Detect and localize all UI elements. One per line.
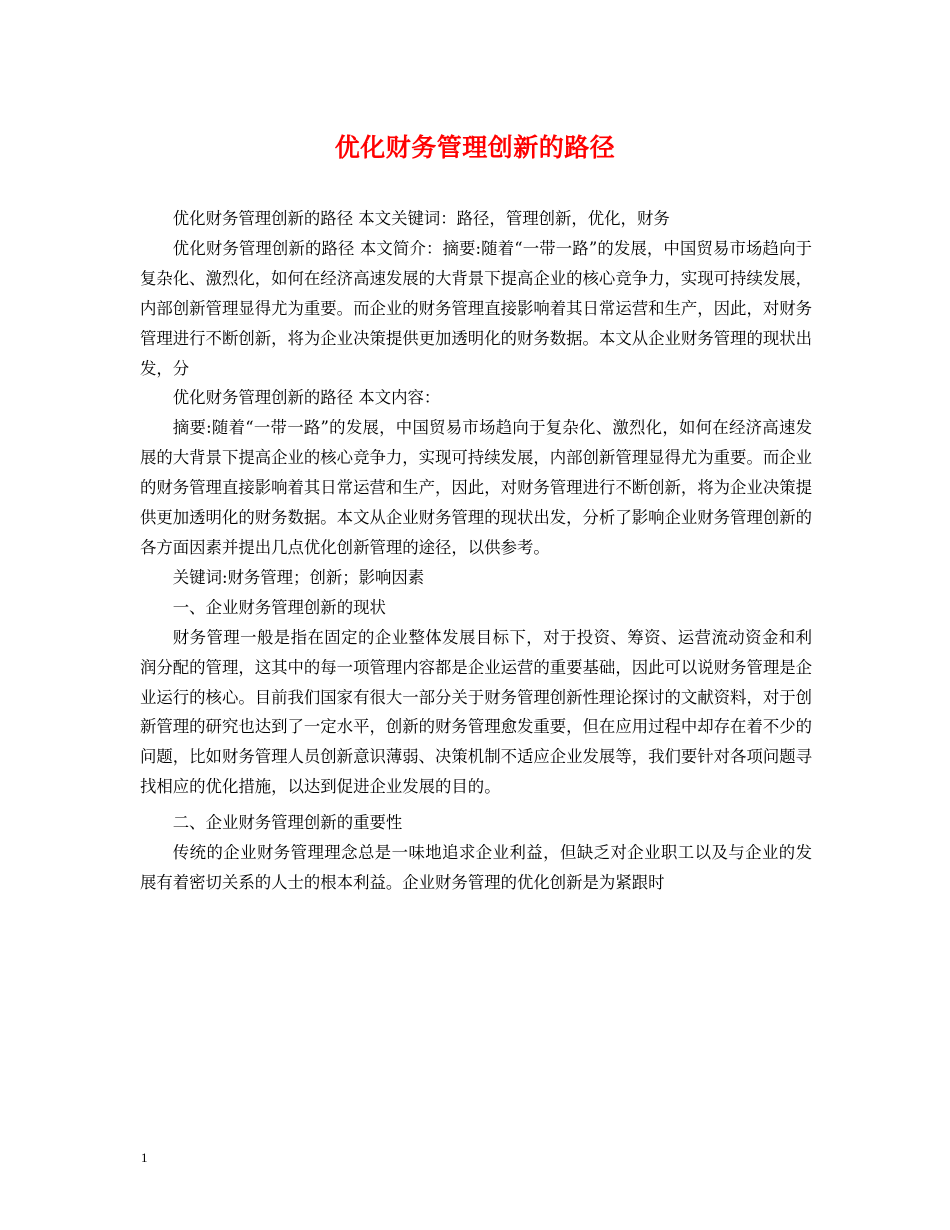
document-title: 优化财务管理创新的路径 xyxy=(334,133,616,162)
content-heading: 优化财务管理创新的路径 本文内容： xyxy=(172,388,441,408)
section-2-paragraph: 传统的企业财务管理理念总是一味地追求企业利益，但缺乏对企业职工以及与企业的发展有着密切关系的人士的根本利益。企业财务管理的优化创新是为紧跟时 xyxy=(140,843,812,892)
summary-paragraph: 优化财务管理创新的路径 本文简介：摘要:随着“一带一路”的发展，中国贸易市场趋向于复杂化、激烈化，如何在经济高速发展的大背景下提高企业的核心竞争力，实现可持续发展，内部创新管理显得尤为重要。而企业的财务管理直接影响着其日常运营和生产，因此，对财务管理进行不断创新，将为企业决策提供更加透明化的财务数据。本文从企业财务管理的现状出发，分 xyxy=(140,238,813,378)
section-heading-1: 一、企业财务管理创新的现状 xyxy=(172,597,386,617)
keywords-line: 优化财务管理创新的路径 本文关键词：路径，管理创新，优化，财务 xyxy=(172,209,670,228)
page-number: 1 xyxy=(141,1150,148,1165)
abstract-paragraph: 摘要:随着“一带一路”的发展，中国贸易市场趋向于复杂化、激烈化，如何在经济高速发展的大背景下提高企业的核心竞争力，实现可持续发展，内部创新管理显得尤为重要。而企业的财务管理直接影响着其日常运营和生产，因此，对财务管理进行不断创新，将为企业决策提供更加透明化的财务数据。本文从企业财务管理的现状出发，分析了影响企业财务管理创新的各方面因素并提出几点优化创新管理的途径，以供参考。 xyxy=(140,418,813,557)
document-body xyxy=(140,204,812,898)
keywords-paragraph: 关键词:财务管理；创新；影响因素 xyxy=(172,567,425,587)
section-heading-2: 二、企业财务管理创新的重要性 xyxy=(172,813,403,833)
section-1-paragraph: 财务管理一般是指在固定的企业整体发展目标下，对于投资、筹资、运营流动资金和利润分配的管理，这其中的每一项管理内容都是企业运营的重要基础，因此可以说财务管理是企业运行的核心。目前我们国家有很大一部分关于财务管理创新性理论探讨的文献资料，对于创新管理的研究也达到了一定水平，创新的财务管理愈发重要，但在应用过程中却存在着不少的问题，比如财务管理人员创新意识薄弱、决策机制不适应企业发展等，我们要针对各项问题寻找相应的优化措施，以达到促进企业发展的目的。 xyxy=(140,627,813,797)
